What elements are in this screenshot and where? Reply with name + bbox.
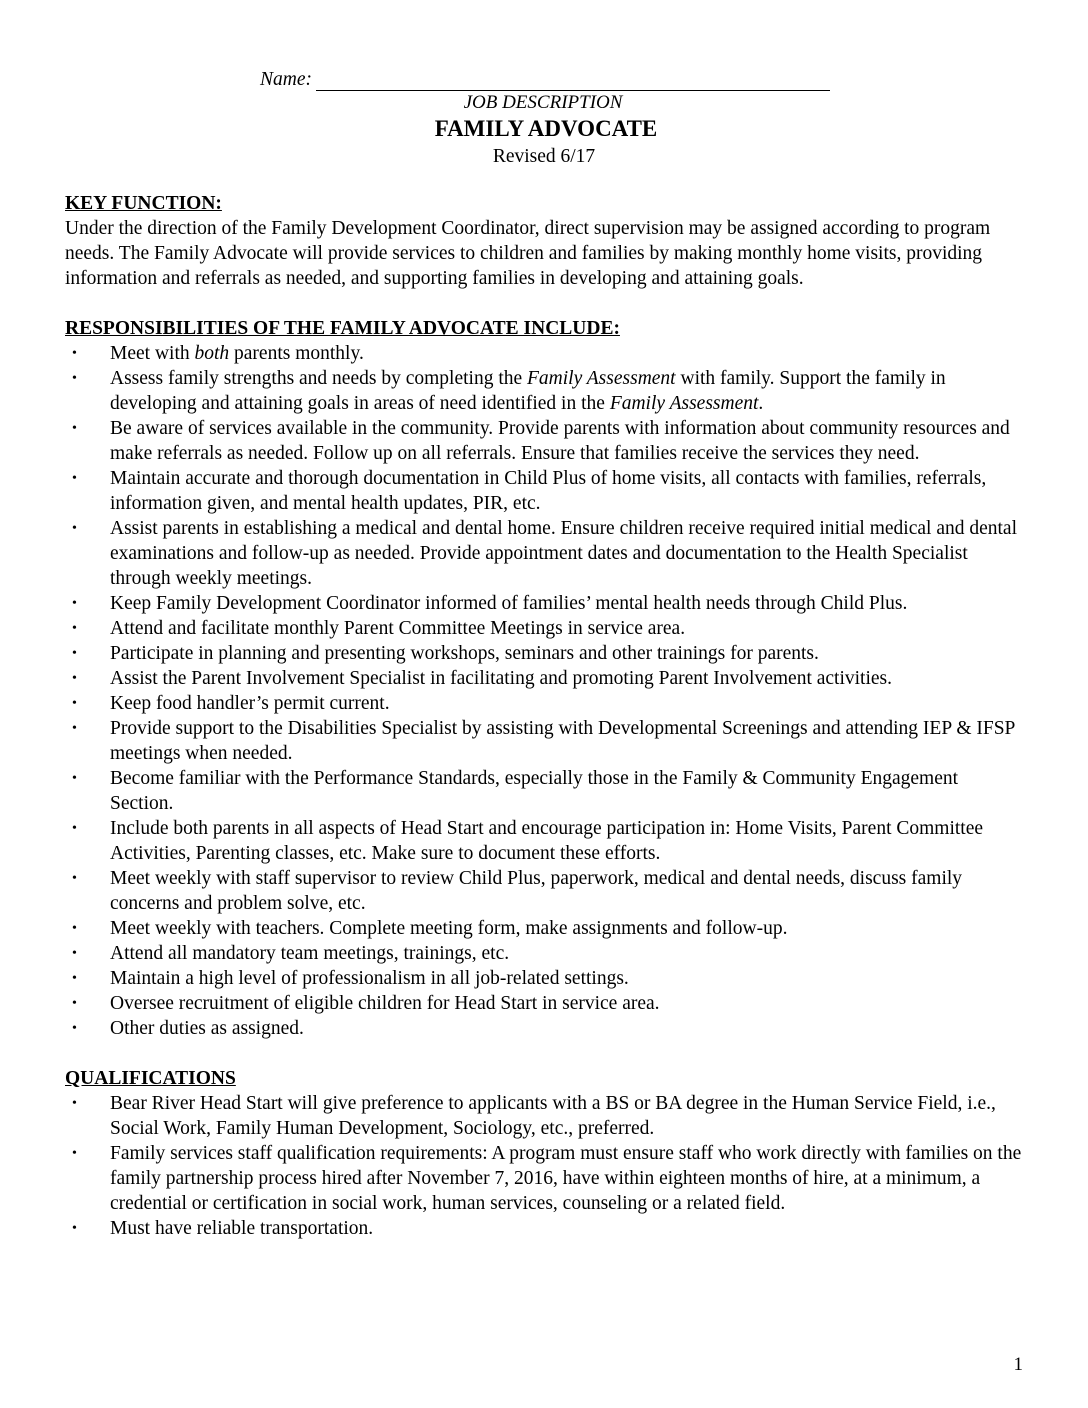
list-item-text: Include both parents in all aspects of Head Start and encourage participation in: Home Visits, Parent Committee Activities, Parenting classes, etc. Make sure to document these efforts. xyxy=(110,818,984,864)
key-function-text: Under the direction of the Family Development Coordinator, direct supervision may be assigned according to program needs. The Family Advocate will provide services to children and families by making monthly home visits, providing information and referrals as needed, and supporting families in developing and attaining goals. xyxy=(65,218,991,289)
list-item-text: Assist parents in establishing a medical and dental home. Ensure children receive required initial medical and dental examinations and follow-up as needed. Provide appointment dates and documentation to the Health Specialist through weekly meetings. xyxy=(110,518,1017,589)
bullet-icon: • xyxy=(72,596,77,611)
list-item xyxy=(65,766,1023,816)
list-item xyxy=(65,1141,1023,1216)
list-item xyxy=(65,591,1023,616)
list-item xyxy=(65,1216,1023,1241)
bullet-icon: • xyxy=(72,346,77,361)
list-item xyxy=(65,666,1023,691)
list-item xyxy=(65,1016,1023,1041)
list-item xyxy=(65,991,1023,1016)
list-item xyxy=(65,716,1023,766)
responsibilities-list xyxy=(65,341,1023,1041)
page-title: FAMILY ADVOCATE xyxy=(434,116,658,141)
list-item xyxy=(65,516,1023,591)
list-item: • Assess family strengths and needs by completing the Family Assessment with family. Support the family in developing and attaining goals in areas of need identified in the Family Assessment. xyxy=(72,368,946,414)
list-item xyxy=(65,916,1023,941)
document-body xyxy=(65,191,1023,1241)
qualifications-list xyxy=(65,1091,1023,1241)
list-item-text: Meet weekly with teachers. Complete meeting form, make assignments and follow-up. xyxy=(110,918,788,939)
list-item xyxy=(65,641,1023,666)
list-item-text: Keep Family Development Coordinator informed of families’ mental health needs through Child Plus. xyxy=(110,593,908,614)
bullet-icon: • xyxy=(72,521,77,536)
list-item-text: Assist the Parent Involvement Specialist in facilitating and promoting Parent Involvement activities. xyxy=(110,668,892,689)
list-item-text: Oversee recruitment of eligible children for Head Start in service area. xyxy=(110,993,660,1014)
bullet-icon: • xyxy=(72,1021,77,1036)
list-item-text: Participate in planning and presenting workshops, seminars and other trainings for parents. xyxy=(110,643,819,664)
page-number: 1 xyxy=(1013,1354,1023,1375)
bullet-icon: • xyxy=(72,696,77,711)
bullet-icon: • xyxy=(72,471,77,486)
list-item-text: Keep food handler’s permit current. xyxy=(110,693,390,714)
list-item-text: Attend and facilitate monthly Parent Committee Meetings in service area. xyxy=(110,618,686,639)
bullet-icon: • xyxy=(72,1096,77,1111)
bullet-icon: • xyxy=(72,821,77,836)
bullet-icon: • xyxy=(72,721,77,736)
bullet-icon: • xyxy=(72,771,77,786)
qualifications-heading: QUALIFICATIONS xyxy=(65,1068,236,1089)
document-type: JOB DESCRIPTION xyxy=(463,92,623,113)
list-item xyxy=(65,866,1023,916)
list-item-text: Be aware of services available in the community. Provide parents with information about community resources and make referrals as needed. Follow up on all referrals. Ensure that families receive the services they need. xyxy=(110,418,1010,464)
list-item-text: Family services staff qualification requirements: A program must ensure staff who work directly with families on the family partnership process hired after November 7, 2016, have within eighteen months of hire, at a minimum, a credential or certification in social work, human services, counseling or a related field. xyxy=(110,1143,1022,1214)
bullet-icon: • xyxy=(72,646,77,661)
list-item-text: Attend all mandatory team meetings, trainings, etc. xyxy=(110,943,510,964)
bullet-icon: • xyxy=(72,996,77,1011)
revision-date: Revised 6/17 xyxy=(492,146,596,167)
list-item-text: Meet weekly with staff supervisor to review Child Plus, paperwork, medical and dental needs, discuss family concerns and problem solve, etc. xyxy=(110,868,963,914)
bullet-icon: • xyxy=(72,921,77,936)
list-item xyxy=(65,941,1023,966)
list-item xyxy=(65,966,1023,991)
list-item-text: Other duties as assigned. xyxy=(110,1018,304,1039)
bullet-icon: • xyxy=(72,371,77,386)
bullet-icon: • xyxy=(72,621,77,636)
bullet-icon: • xyxy=(72,1146,77,1161)
name-label: Name: xyxy=(260,69,312,90)
key-function-heading: KEY FUNCTION: xyxy=(65,193,222,214)
list-item xyxy=(65,1091,1023,1141)
responsibilities-heading: RESPONSIBILITIES OF THE FAMILY ADVOCATE INCLUDE: xyxy=(65,318,620,339)
bullet-icon: • xyxy=(72,946,77,961)
bullet-icon: • xyxy=(72,421,77,436)
list-item-text: Maintain accurate and thorough documentation in Child Plus of home visits, all contacts with families, referrals, information given, and mental health updates, PIR, etc. xyxy=(110,468,987,514)
list-item xyxy=(65,616,1023,641)
list-item-text: Become familiar with the Performance Standards, especially those in the Family & Community Engagement Section. xyxy=(110,768,959,814)
list-item xyxy=(65,816,1023,866)
list-item xyxy=(65,691,1023,716)
list-item xyxy=(65,416,1023,466)
list-item-text: Maintain a high level of professionalism in all job-related settings. xyxy=(110,968,629,989)
list-item: • Meet with both parents monthly. xyxy=(72,343,364,364)
list-item xyxy=(65,466,1023,516)
list-item-text: Provide support to the Disabilities Specialist by assisting with Developmental Screenings and attending IEP & IFSP meetings when needed. xyxy=(110,718,1015,764)
bullet-icon: • xyxy=(72,1221,77,1236)
list-item-text: Must have reliable transportation. xyxy=(110,1218,374,1239)
list-item-text: Bear River Head Start will give preference to applicants with a BS or BA degree in the Human Service Field, i.e., Social Work, Family Human Development, Sociology, etc., preferred. xyxy=(110,1093,996,1139)
bullet-icon: • xyxy=(72,871,77,886)
bullet-icon: • xyxy=(72,971,77,986)
bullet-icon: • xyxy=(72,671,77,686)
